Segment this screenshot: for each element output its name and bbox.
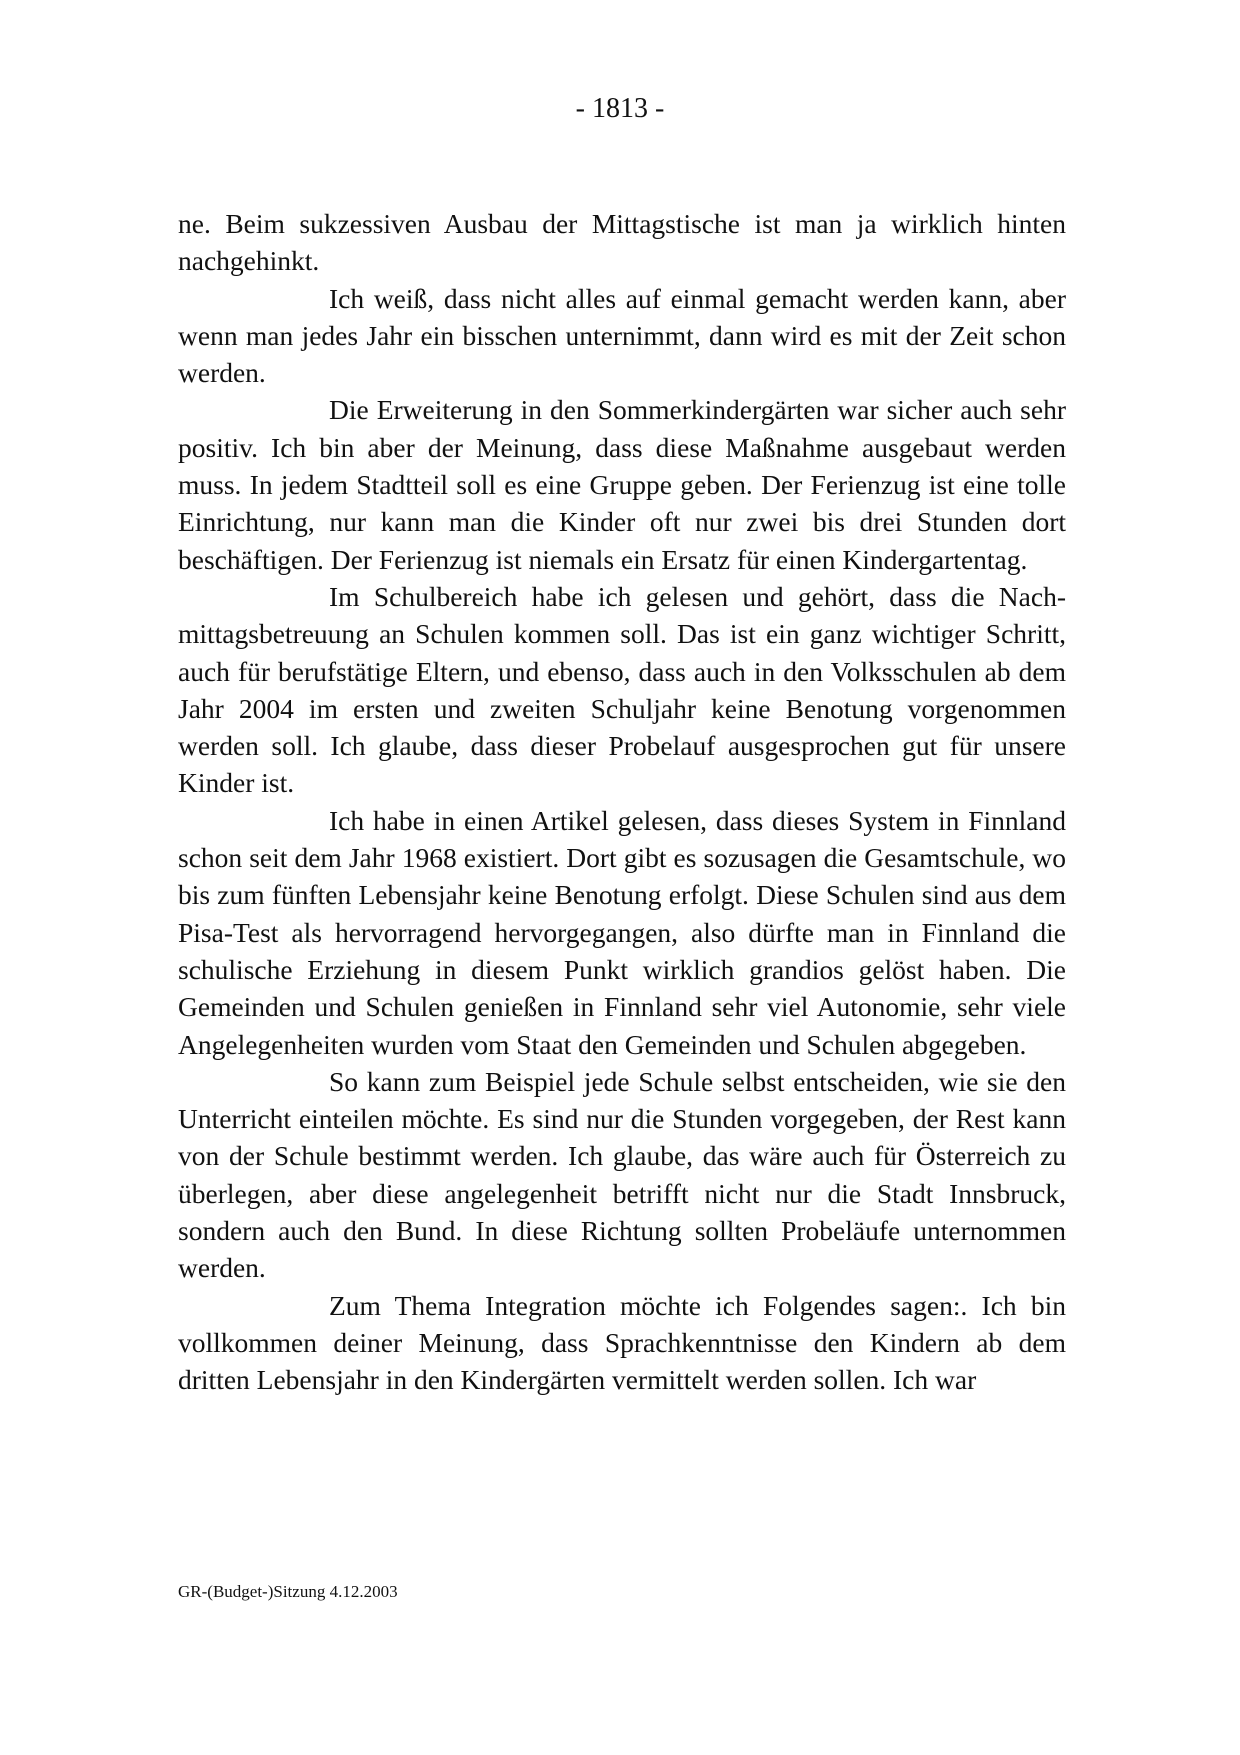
paragraph: Die Erweiterung in den Sommerkindergärten war sicher auch sehr positiv. Ich bin aber der Meinung, dass diese Maßnahme ausgebaut werden muss. In jedem Stadtteil soll es eine Gruppe geben. Der Ferienzug ist eine tolle Einrichtung, nur kann man die Kinder oft nur zwei bis drei Stunden dort beschäftigen. Der Ferienzug ist niemals ein Ersatz für einen Kindergartentag. <box>178 394 1066 575</box>
body-text <box>178 205 1066 1399</box>
page-number: - 1813 - <box>575 93 665 124</box>
footer-session-label: GR-(Budget-)Sitzung 4.12.2003 <box>178 1582 398 1601</box>
paragraph: Im Schulbereich habe ich gelesen und gehört, dass die Nachmittagsbetreuung an Schulen kommen soll. Das ist ein ganz wichtiger Schritt, auch für berufstätige Eltern, und ebenso, dass auch in den Volksschulen ab dem Jahr 2004 im ersten und zweiten Schuljahr keine Benotung vorgenommen werden soll. Ich glaube, dass dieser Probelauf ausgesprochen gut für unsere Kinder ist. <box>178 580 1066 799</box>
paragraph: Zum Thema Integration möchte ich Folgendes sagen:. Ich bin vollkommen deiner Meinung, dass Sprachkenntnisse den Kindern ab dem dritten Lebensjahr in den Kindergärten vermittelt werden sollen. Ich war <box>178 1289 1066 1396</box>
paragraph: So kann zum Beispiel jede Schule selbst entscheiden, wie sie den Unterricht einteilen möchte. Es sind nur die Stunden vorgegeben, der Rest kann von der Schule bestimmt werden. Ich glaube, das wäre auch für Österreich zu überlegen, aber diese angelegenheit betrifft nicht nur die Stadt Innsbruck, sondern auch den Bund. In diese Richtung sollten Probeläufe unternommen werden. <box>178 1065 1066 1284</box>
paragraph: Ich habe in einen Artikel gelesen, dass dieses System in Finnland schon seit dem Jahr 1968 existiert. Dort gibt es sozusagen die Gesamtschule, wo bis zum fünften Lebensjahr keine Benotung erfolgt. Diese Schulen sind aus dem Pisa-Test als hervorragend hervorgegangen, also dürfte man in Finnland die schulische Erziehung in diesem Punkt wirklich grandios gelöst haben. Die Gemeinden und Schulen genießen in Finnland sehr viel Autonomie, sehr viele Angelegenheiten wurden vom Staat den Gemeinden und Schulen abgegeben. <box>178 804 1066 1060</box>
paragraph: Ich weiß, dass nicht alles auf einmal gemacht werden kann, aber wenn man jedes Jahr ein bisschen unternimmt, dann wird es mit der Zeit schon werden. <box>178 282 1066 389</box>
paragraph: ne. Beim sukzessiven Ausbau der Mittagstische ist man ja wirklich hinten nachgehinkt. <box>178 208 1066 277</box>
